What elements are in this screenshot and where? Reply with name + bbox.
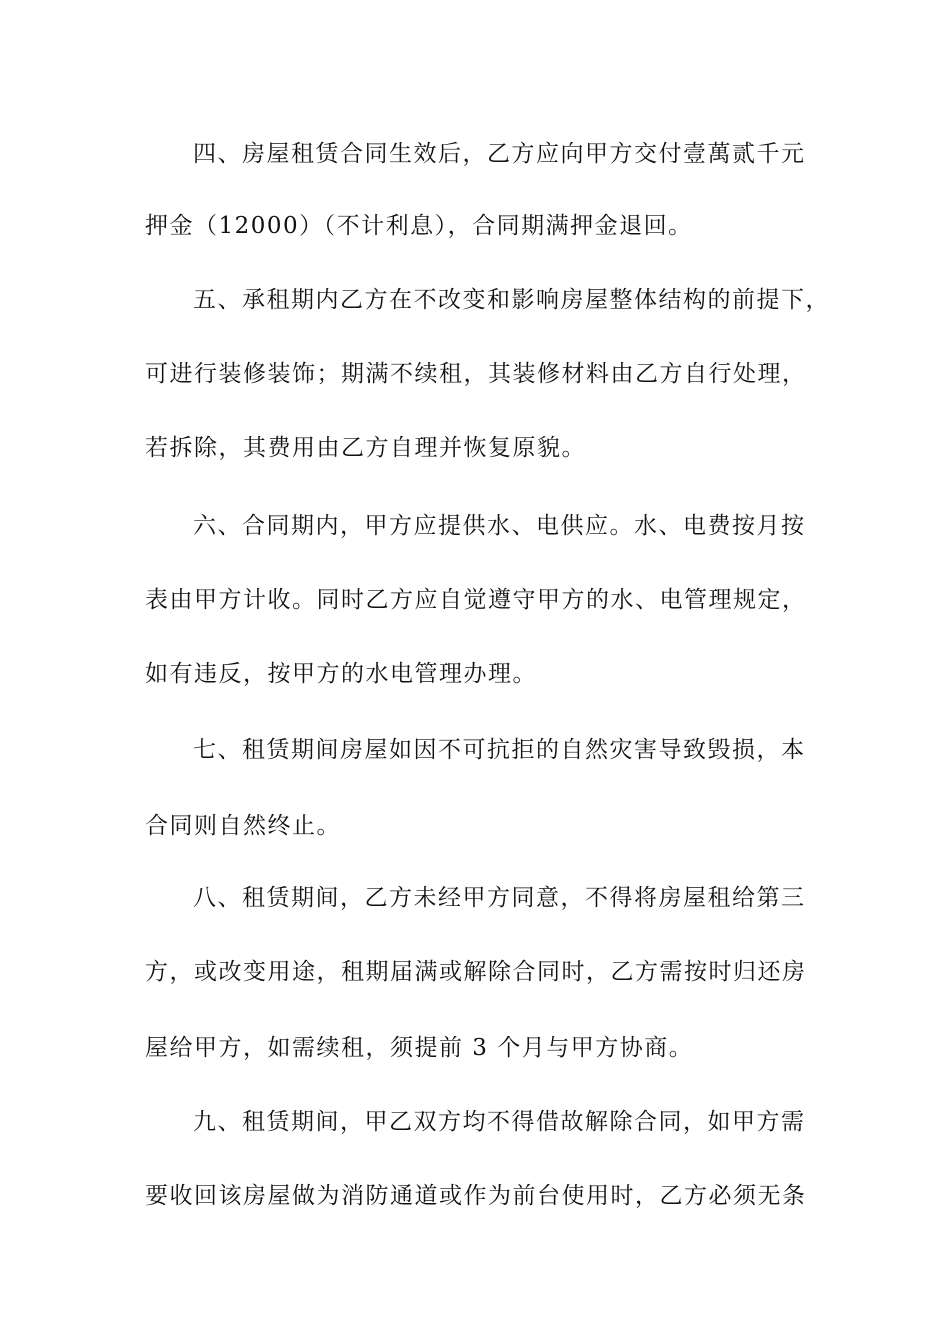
clause-7-line-1: 七、租赁期间房屋如因不可抗拒的自然灾害导致毁损，本: [193, 737, 806, 763]
clause-6-line-1: 六、合同期内，甲方应提供水、电供应。水、电费按月按: [193, 513, 806, 539]
clause-6-line-3: 如有违反，按甲方的水电管理办理。: [145, 661, 537, 687]
clause-6-line-2: 表由甲方计收。同时乙方应自觉遵守甲方的水、电管理规定，: [145, 587, 807, 613]
clause-4-line-1: 四、房屋租赁合同生效后，乙方应向甲方交付壹萬贰千元: [193, 141, 806, 167]
clause-9-line-1: 九、租赁期间，甲乙双方均不得借故解除合同，如甲方需: [193, 1109, 806, 1135]
clause-9-line-2: 要收回该房屋做为消防通道或作为前台使用时，乙方必须无条: [145, 1183, 807, 1209]
clause-5-line-2: 可进行装修装饰；期满不续租，其装修材料由乙方自行处理，: [145, 361, 807, 387]
clause-7-line-2: 合同则自然终止。: [145, 813, 341, 839]
clause-8-line-1: 八、租赁期间，乙方未经甲方同意，不得将房屋租给第三: [193, 885, 806, 911]
clause-5-line-3: 若拆除，其费用由乙方自理并恢复原貌。: [145, 435, 586, 461]
clause-8-line-3: 屋给甲方，如需续租，须提前 3 个月与甲方协商。: [145, 1035, 694, 1061]
clause-4-line-2: 押金（12000）（不计利息），合同期满押金退回。: [145, 213, 693, 239]
clause-5-line-1: 五、承租期内乙方在不改变和影响房屋整体结构的前提下，: [193, 287, 830, 313]
clause-8-line-2: 方，或改变用途，租期届满或解除合同时，乙方需按时归还房: [145, 959, 807, 985]
